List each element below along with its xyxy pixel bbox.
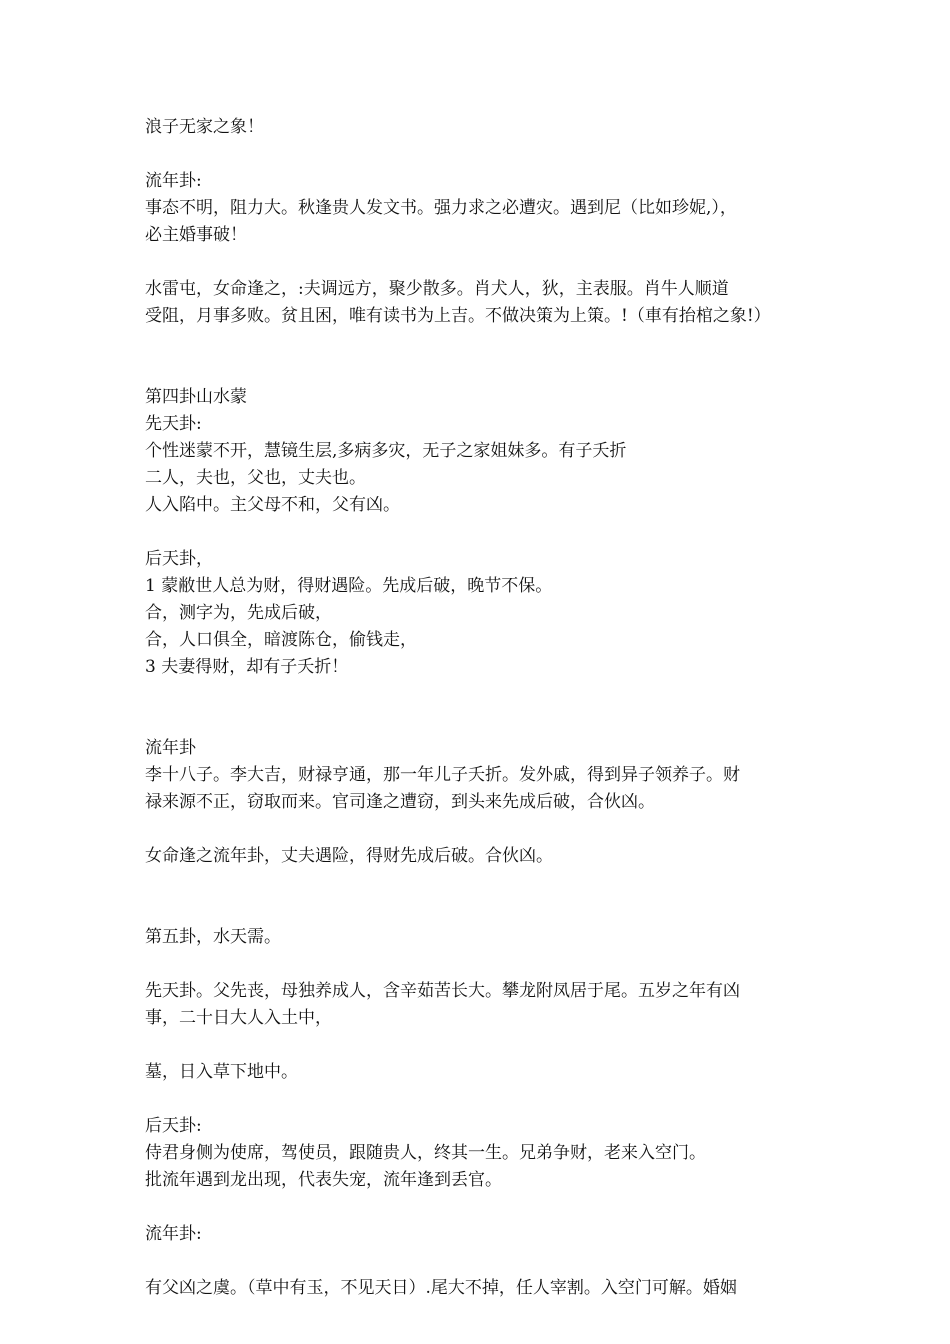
section-heading: 流年卦	[145, 738, 196, 758]
section-heading: 第四卦山水蒙	[145, 387, 247, 407]
text-line: 事，二十日大人入土中，	[145, 1008, 332, 1028]
document-body	[145, 114, 817, 1302]
text-line: 有父凶之虞。（草中有玉，不见天日）.尾大不掉，任人宰割。入空门可解。婚姻	[145, 1278, 737, 1298]
section-heading: 后天卦，	[145, 549, 213, 569]
text-line: 李十八子。李大吉，财禄亨通，那一年儿子夭折。发外戚，得到异子领养子。财	[145, 765, 740, 785]
text-line: 水雷屯，女命逢之，:夫调远方，聚少散多。肖犬人，狄，主表服。肖牛人顺道	[145, 279, 729, 299]
text-line: 个性迷蒙不开，慧镜生层,多病多灾，无子之家姐妹多。有子夭折	[145, 441, 627, 461]
text-line: 人入陷中。主父母不和，父有凶。	[145, 495, 400, 515]
section-heading: 后天卦:	[145, 1116, 202, 1136]
section-heading: 流年卦:	[145, 1224, 202, 1244]
text-line: 受阻，月事多败。贫且困，唯有读书为上吉。不做决策为上策。!（車有抬棺之象!）	[145, 306, 771, 326]
text-line: 侍君身侧为使席，驾使员，跟随贵人，终其一生。兄弟争财，老来入空门。	[145, 1143, 706, 1163]
text-line: 禄来源不正，窃取而来。官司逢之遭窃，到头来先成后破，合伙凶。	[145, 792, 655, 812]
text-line: 3 夫妻得财，却有子夭折！	[145, 657, 349, 677]
text-line: 合，人口俱全，暗渡陈仓，偷钱走，	[145, 630, 417, 650]
text-line: 批流年遇到龙出现，代表失宠，流年逢到丢官。	[145, 1170, 502, 1190]
text-line: 事态不明，阻力大。秋逢贵人发文书。强力求之必遭灾。遇到尼（比如珍妮,），	[145, 198, 737, 218]
text-line: 墓，日入草下地中。	[145, 1062, 298, 1082]
section-heading: 第五卦，水天需。	[145, 927, 281, 947]
text-line: 先天卦。父先丧，母独养成人，含辛茹苦长大。攀龙附凤居于尾。五岁之年有凶	[145, 981, 740, 1001]
section-heading: 先天卦:	[145, 414, 202, 434]
section-heading: 流年卦:	[145, 171, 202, 191]
text-line: 女命逢之流年卦，丈夫遇险，得财先成后破。合伙凶。	[145, 846, 553, 866]
text-line: 必主婚事破！	[145, 225, 247, 245]
text-line: 1 蒙敝世人总为财，得财遇险。先成后破，晚节不保。	[145, 576, 553, 596]
text-line: 合，测字为，先成后破，	[145, 603, 332, 623]
text-line: 二人，夫也，父也，丈夫也。	[145, 468, 366, 488]
text-line: 浪子无家之象！	[145, 117, 264, 137]
